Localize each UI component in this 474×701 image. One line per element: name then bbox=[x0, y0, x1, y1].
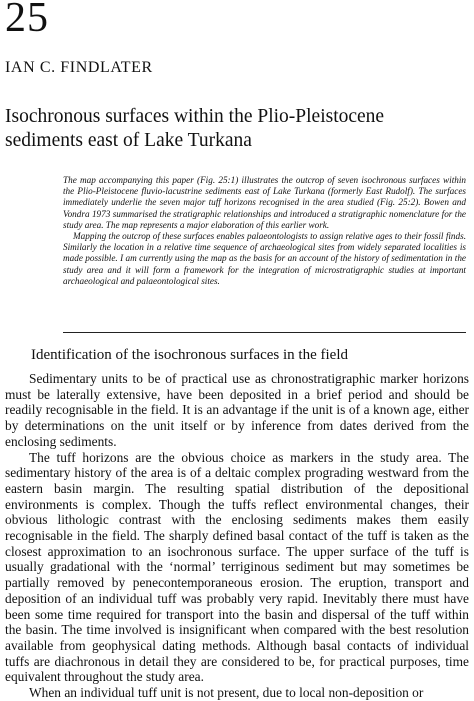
chapter-number: 25 bbox=[5, 0, 49, 41]
body-paragraph: The tuff horizons are the obvious choice as markers in the study area. The sedimentary history of the area is of a deltaic complex prograding westward from the eastern basin margin. The resulting spatial distribution of the depositional environments is complex. Though the tuffs reflect environmental changes, their obvious lithologic contrast with the enclosing sediments makes them easily recognisable in the field. The sharply defined basal contact of the tuff is taken as the closest approximation to an isochronous surface. The upper surface of the tuff is usually gradational with the ‘normal’ terriginous sediment but may sometimes be partially removed by penecontemporaneous erosion. The eruption, transport and deposition of an individual tuff was probably very rapid. Inevitably there must have been some time required for transport into the basin and dispersal of the tuff within the basin. The time involved is insignificant when compared with the best resolution available from geophysical dating methods. Although basal contacts of individual tuffs are diachronous in detail they are considered to be, for practical purposes, time equivalent throughout the study area. bbox=[5, 449, 469, 685]
body-text bbox=[5, 371, 469, 701]
article-title: Isochronous surfaces within the Plio-Pleistocene sediments east of Lake Turkana bbox=[5, 106, 385, 151]
section-heading: Identification of the isochronous surfaces in the field bbox=[31, 347, 348, 363]
abstract-paragraph: The map accompanying this paper (Fig. 25:1) illustrates the outcrop of seven isochronous surfaces within the Plio-Pleistocene fluvio-lacustrine sediments east of Lake Turkana (formerly East Rudolf). The surfaces immediately underlie the seven major tuff horizons recognised in the area studied (Fig. 25:2). Bowen and Vondra 1973 summarised the stratigraphic relationships and introduced a stratigraphic nomenclature for the study area. The map represents a major elaboration of this earlier work. bbox=[63, 175, 466, 230]
abstract-paragraph: Mapping the outcrop of these surfaces enables palaeontologists to assign relative ages to their fossil finds. Similarly the location in a relative time sequence of archaeological sites from widely separated localities is made possible. I am currently using the map as the basis for an account of the history of sedimentation in the study area and it will form a framework for the integration of microstratigraphic studies at important archaeological and palaeontological sites. bbox=[63, 231, 466, 286]
abstract bbox=[63, 175, 466, 287]
body-paragraph: Sedimentary units to be of practical use as chronostratigraphic marker horizons must be laterally extensive, have been deposited in a brief period and should be readily recognisable in the field. It is an advantage if the unit is of a known age, either by determinations on the unit itself or by inference from dates derived from the enclosing sediments. bbox=[5, 371, 469, 449]
abstract-divider bbox=[63, 332, 466, 333]
author-name: IAN C. FINDLATER bbox=[5, 59, 153, 76]
body-paragraph: When an individual tuff unit is not present, due to local non-deposition or bbox=[29, 685, 424, 701]
